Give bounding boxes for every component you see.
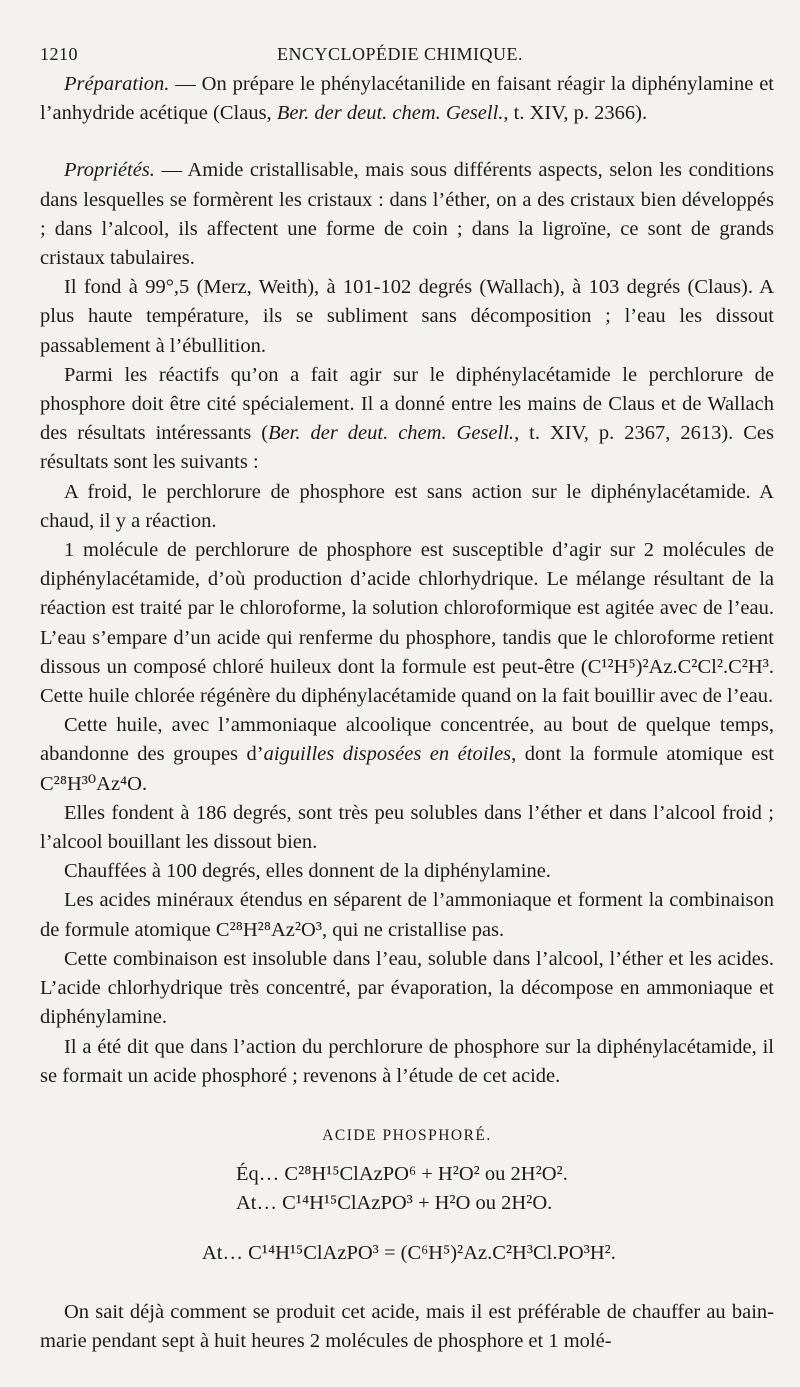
formula-oil: (C¹²H⁵)²Az.C²Cl².C²H³ xyxy=(580,655,769,678)
paragraph-reactifs xyxy=(40,361,774,478)
preparation-text-1: — On prépare le phénylacétanilide en faisant réagir la diphénylamine et l’anhydride acétique (Claus, xyxy=(40,73,774,125)
paragraph-froid: A froid, le perchlorure de phosphore est sans action sur le diphénylacétamide. A chaud, il y a réaction. xyxy=(40,480,774,532)
paragraph-chauffees: Chauffées à 100 degrés, elles donnent de la diphénylamine. xyxy=(64,860,551,883)
paragraph-combinaison: Cette combinaison est insoluble dans l’eau, soluble dans l’alcool, l’éther et les acides. L’acide chlorhydrique très concentré, par évaporation, la décompose en ammoniaque et diphénylamine. xyxy=(40,947,774,1029)
heading-preparation: Préparation. xyxy=(64,73,170,95)
paragraph-proprietes xyxy=(40,156,774,273)
huile-italic: aiguilles disposées en étoiles xyxy=(263,743,512,766)
formula-equivalent: Éq… C²⁸H¹⁵ClAzPO⁶ + H²O² ou 2H²O². xyxy=(236,1163,568,1186)
formula-atomic-structural: At… C¹⁴H¹⁵ClAzPO³ = (C⁶H⁵)²Az.C²H³Cl.PO³H². xyxy=(202,1241,616,1264)
section-title-acide: ACIDE PHOSPHORÉ. xyxy=(322,1126,492,1144)
huile-text-2: , dont la formule atomique est xyxy=(511,743,774,766)
huile-text-1: Cette huile, avec l’ammoniaque alcoolique concentrée, au bout de quelque temps, abandonne des groupes d’ xyxy=(40,714,774,766)
reactifs-text-1: Parmi les réactifs qu’on a fait agir sur le diphénylacétamide le perchlorure de phosphore doit être cité spécialement. Il a donné entre les mains de Claus et de Wallach des résultats intéressants ( xyxy=(40,363,774,445)
acides-text-2: , qui ne cristallise pas. xyxy=(321,918,505,941)
formula-atomic: At… C¹⁴H¹⁵ClAzPO³ + H²O ou 2H²O. xyxy=(236,1192,553,1215)
formula-combination: C²⁸H²⁸Az²O³ xyxy=(215,918,322,941)
paragraph-dit: Il a été dit que dans l’action du perchlorure de phosphore sur la diphénylacétamide, il se formait un acide phosphoré ; revenons à l’étude de cet acide. xyxy=(40,1035,774,1087)
running-title: ENCYCLOPÉDIE CHIMIQUE. xyxy=(277,44,523,64)
huile-text-3: . xyxy=(142,772,148,795)
molecule-text-2: . Cette huile chlorée régénère du diphénylacétamide quand on la fait bouillir avec de l’eau. xyxy=(40,655,774,708)
reference-journal-2: Ber. der deut. chem. Gesell. xyxy=(268,422,515,445)
molecule-text-1: 1 molécule de perchlorure de phosphore est susceptible d’agir sur 2 molécules de diphénylacétamide, d’où production d’acide chlorhydrique. Le mélange résultant de la réaction est traité par le chloroforme, la solution chloroformique est agitée avec de l’eau. L’eau s’empare d’un acide qui renferme du phosphore, tandis que le chloroforme retient dissous un composé chloré huileux dont la formule est peut-être xyxy=(40,539,774,678)
paragraph-huile xyxy=(40,711,774,799)
paragraph-molecule xyxy=(40,536,774,711)
reactifs-text-2: , t. XIV, p. 2367, 2613). Ces résultats sont les suivants : xyxy=(40,422,774,474)
body-text xyxy=(40,70,774,1356)
paragraph-final: On sait déjà comment se produit cet acide, mais il est préférable de chauffer au bain-marie pendant sept à huit heures 2 molécules de phosphore et 1 molé- xyxy=(40,1300,774,1352)
page-header xyxy=(40,44,760,68)
acides-text-1: Les acides minéraux étendus en séparent de l’ammoniaque et forment la combinaison de formule atomique xyxy=(40,889,774,941)
page-number: 1210 xyxy=(40,44,78,64)
formula-needles: C²⁸H³⁰Az⁴O xyxy=(40,772,142,795)
paragraph-acides xyxy=(40,886,774,944)
reference-journal: Ber. der deut. chem. Gesell. xyxy=(276,102,504,125)
paragraph-fondent: Elles fondent à 186 degrés, sont très peu solubles dans l’éther et dans l’alcool froid ; l’alcool bouillant les dissout bien. xyxy=(40,801,774,854)
proprietes-text: — Amide cristallisable, mais sous différents aspects, selon les conditions dans lesquelles se formèrent les cristaux : dans l’éther, on a des cristaux bien développés ; dans l’alcool, ils affectent une forme de coin ; dans la ligroïne, ce sont de grands cristaux tabulaires. xyxy=(40,159,774,270)
preparation-text-2: , t. XIV, p. 2366). xyxy=(503,102,648,125)
paragraph-preparation xyxy=(40,70,774,128)
heading-proprietes: Propriétés. xyxy=(64,159,155,182)
paragraph-fusion: Il fond à 99°,5 (Merz, Weith), à 101-102 degrés (Wallach), à 103 degrés (Claus). A plus haute température, ils se subliment sans décomposition ; l’eau les dissout passablement à l’ébullition. xyxy=(40,276,774,357)
